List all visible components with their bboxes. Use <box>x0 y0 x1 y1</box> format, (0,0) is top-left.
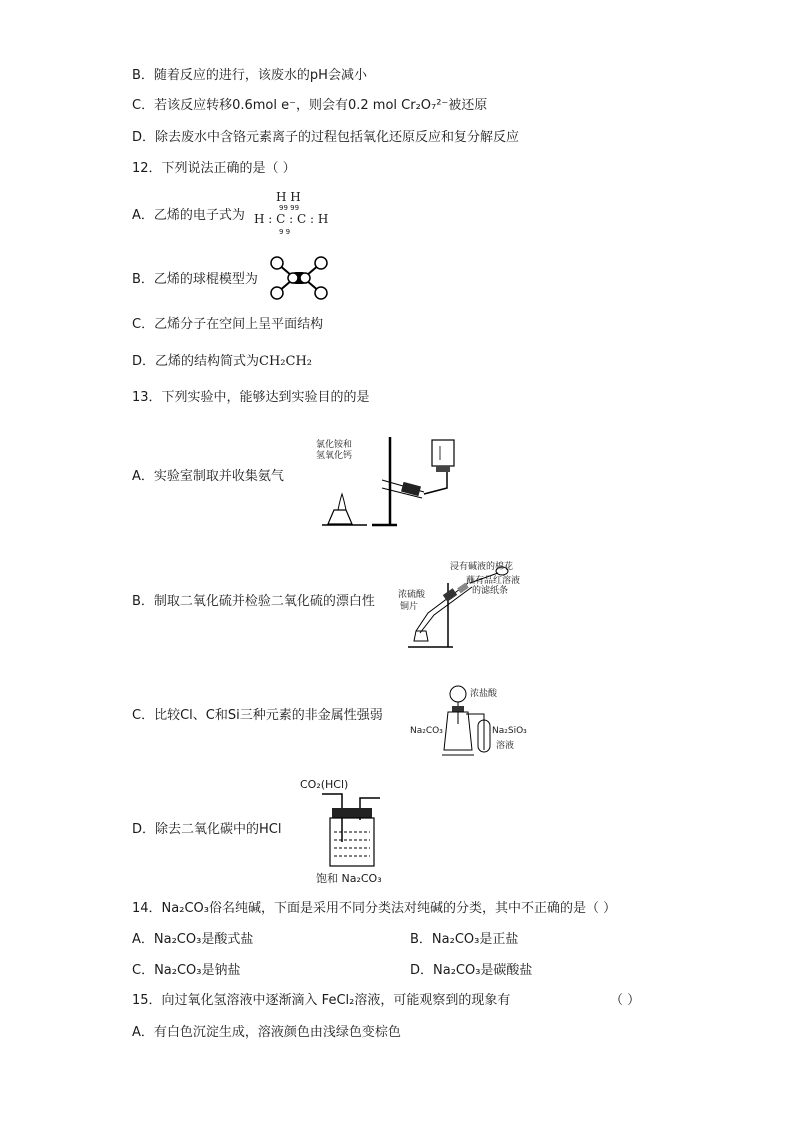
q12-option-a: A．乙烯的电子式为 <box>132 208 245 223</box>
acid-strength-apparatus-diagram <box>410 680 527 760</box>
so2-fig-label-paper2: 的滤纸条 <box>472 586 509 596</box>
gas-washing-bottle-diagram <box>300 778 400 888</box>
acid-fig-label-na2co3: Na₂CO₃ <box>410 726 443 736</box>
ethylene-electron-formula <box>254 190 334 242</box>
ball-stick-model-icon <box>268 255 330 301</box>
q13-option-c: C．比较Cl、C和Si三种元素的非金属性强弱 <box>132 708 383 723</box>
q13-option-d: D．除去二氧化碳中的HCl <box>132 822 282 837</box>
so2-apparatus-diagram <box>398 555 528 651</box>
so2-fig-label-cotton: 浸有碱液的棉花 <box>450 562 514 572</box>
q15-stem: 15．向过氧化氢溶液中逐渐滴入 FeCl₂溶液，可能观察到的现象有 <box>132 993 511 1008</box>
q13-stem: 13．下列实验中，能够达到实验目的的是 <box>132 390 370 405</box>
q11-option-c: C．若该反应转移0.6mol e⁻，则会有0.2 mol Cr₂O₇²⁻被还原 <box>132 98 488 113</box>
ammonia-fig-label: 氯化铵和 氢氧化钙 <box>316 440 353 461</box>
q12-stem: 12．下列说法正确的是（ ） <box>132 161 296 176</box>
q12-option-c: C．乙烯分子在空间上呈平面结构 <box>132 317 324 332</box>
q12-option-d-text: D．乙烯的结构简式为 <box>132 354 260 369</box>
q11-option-d: D．除去废水中含铬元素离子的过程包括氧化还原反应和复分解反应 <box>132 130 520 145</box>
formula-top-h: H H <box>276 190 301 204</box>
q14-option-a: A．Na₂CO₃是酸式盐 <box>132 932 254 947</box>
q14-option-b: B．Na₂CO₃是正盐 <box>410 932 519 947</box>
q15-option-a: A．有白色沉淀生成，溶液颜色由浅绿色变棕色 <box>132 1025 401 1040</box>
acid-fig-label-na2sio3: Na₂SiO₃ <box>492 726 527 736</box>
so2-fig-label-acid: 浓硫酸 <box>398 590 426 600</box>
washing-fig-label-gas: CO₂(HCl) <box>300 778 349 791</box>
q11-option-b: B．随着反应的进行，该废水的pH会减小 <box>132 68 367 83</box>
acid-fig-label-solution: 溶液 <box>496 741 515 751</box>
ammonia-apparatus-diagram <box>312 432 472 532</box>
q12-option-b: B．乙烯的球棍模型为 <box>132 272 258 287</box>
q12-option-d-formula: CH₂CH₂ <box>259 354 313 369</box>
q14-option-c: C．Na₂CO₃是钠盐 <box>132 963 241 978</box>
acid-fig-label-hcl: 浓盐酸 <box>470 689 498 699</box>
q13-option-b: B．制取二氧化硫并检验二氧化硫的漂白性 <box>132 594 375 609</box>
so2-fig-label-paper1: 蘸有品红溶液 <box>466 576 521 586</box>
q12-option-d <box>132 353 312 371</box>
q15-answer-paren: （ ） <box>610 993 641 1008</box>
q14-stem: 14．Na₂CO₃俗名纯碱，下面是采用不同分类法对纯碱的分类，其中不正确的是（ ） <box>132 901 617 916</box>
q13-option-a: A．实验室制取并收集氨气 <box>132 469 284 484</box>
formula-dots-bottom: 9 9 <box>279 228 291 236</box>
formula-dots-top: 99 99 <box>279 204 300 212</box>
so2-fig-label-copper: 铜片 <box>400 602 419 612</box>
formula-mid: H : C : C : H <box>254 212 329 226</box>
washing-fig-label-solution: 饱和 Na₂CO₃ <box>316 872 382 885</box>
q14-option-d: D．Na₂CO₃是碳酸盐 <box>410 963 533 978</box>
